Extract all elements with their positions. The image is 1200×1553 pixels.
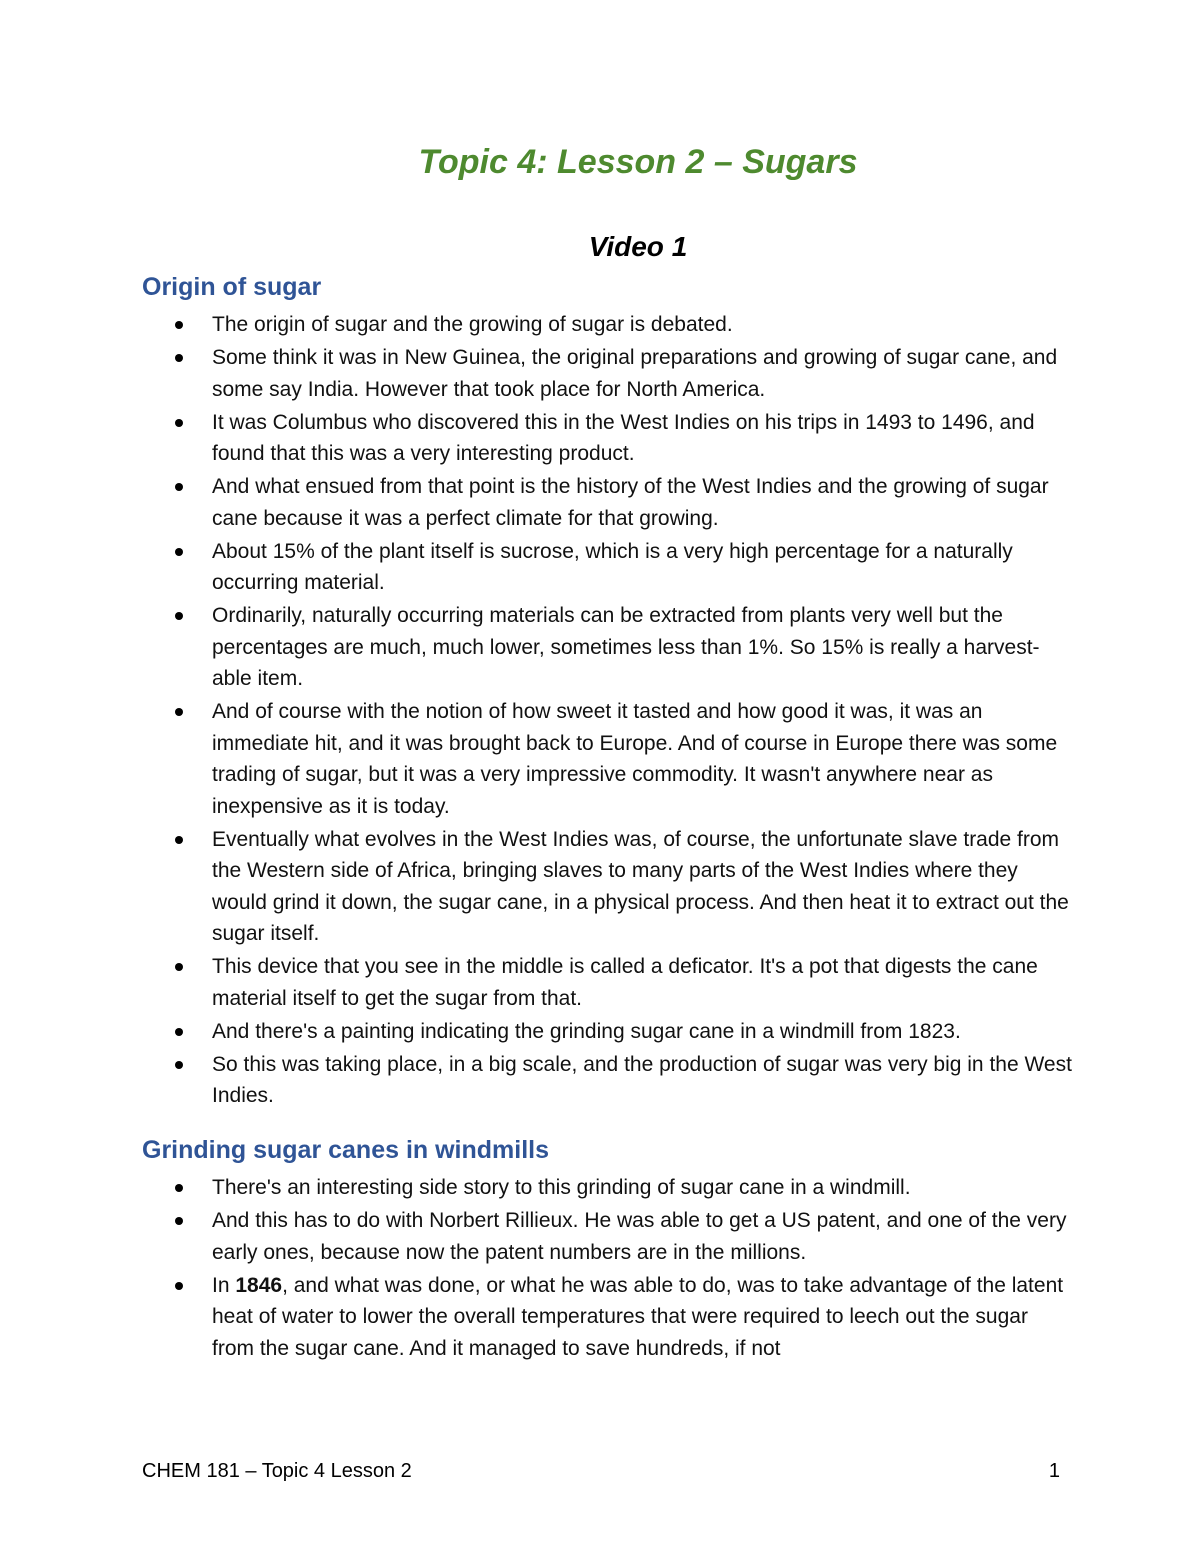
bullet-icon — [175, 1061, 183, 1069]
footer-page-number: 1 — [1048, 1460, 1060, 1482]
list-item: The origin of sugar and the growing of sugar is debated. — [142, 309, 1072, 341]
grinding-sugar-canes-list — [142, 1172, 1072, 1366]
document-title: Topic 4: Lesson 2 – Sugars — [418, 143, 858, 181]
list-item: There's an interesting side story to this grinding of sugar cane in a windmill. — [142, 1172, 1072, 1204]
list-item: Ordinarily, naturally occurring materials can be extracted from plants very well but the percentages are much, much lower, sometimes less than 1%. So 15% is really a harvest-able item. — [142, 600, 1072, 695]
bullet-icon — [175, 321, 183, 329]
list-item: In 1846, and what was done, or what he was able to do, was to take advantage of the latent heat of water to lower the overall temperatures that were required to leech out the sugar from the sugar cane. And it managed to save hundreds, if not — [142, 1270, 1072, 1365]
bullet-icon — [175, 1217, 183, 1225]
list-item: This device that you see in the middle is called a deficator. It's a pot that digests the cane material itself to get the sugar from that. — [142, 951, 1072, 1014]
bullet-icon — [175, 612, 183, 620]
bullet-icon — [175, 836, 183, 844]
list-item: And this has to do with Norbert Rillieux. He was able to get a US patent, and one of the very early ones, because now the patent numbers are in the millions. — [142, 1205, 1072, 1268]
list-item: Some think it was in New Guinea, the original preparations and growing of sugar cane, and some say India. However that took place for North America. — [142, 342, 1072, 405]
footer-course-label: CHEM 181 – Topic 4 Lesson 2 — [142, 1460, 412, 1482]
year-highlight: 1846 — [235, 1273, 283, 1297]
list-item: And what ensued from that point is the history of the West Indies and the growing of sugar cane because it was a perfect climate for that growing. — [142, 471, 1072, 534]
bullet-icon — [175, 548, 183, 556]
bullet-icon — [175, 1282, 183, 1290]
origin-of-sugar-list — [142, 309, 1072, 1113]
bullet-icon — [175, 963, 183, 971]
section-heading-grinding-sugar-canes: Grinding sugar canes in windmills — [142, 1136, 550, 1164]
list-item: About 15% of the plant itself is sucrose, which is a very high percentage for a naturally occurring material. — [142, 536, 1072, 599]
bullet-icon — [175, 1184, 183, 1192]
bullet-icon — [175, 483, 183, 491]
section-heading-origin-of-sugar: Origin of sugar — [142, 273, 322, 301]
bullet-icon — [175, 708, 183, 716]
list-item: So this was taking place, in a big scale, and the production of sugar was very big in the West Indies. — [142, 1049, 1072, 1112]
bullet-icon — [175, 1028, 183, 1036]
list-item: And of course with the notion of how sweet it tasted and how good it was, it was an immediate hit, and it was brought back to Europe. And of course in Europe there was some trading of sugar, but it was a very impressive commodity. It wasn't anywhere near as inexpensive as it is today. — [142, 696, 1072, 822]
bullet-icon — [175, 419, 183, 427]
video-heading: Video 1 — [588, 231, 688, 262]
list-item: Eventually what evolves in the West Indies was, of course, the unfortunate slave trade from the Western side of Africa, bringing slaves to many parts of the West Indies where they would grind it down, the sugar cane, in a physical process. And then heat it to extract out the sugar itself. — [142, 824, 1072, 950]
list-item: And there's a painting indicating the grinding sugar cane in a windmill from 1823. — [142, 1016, 1072, 1048]
list-item: It was Columbus who discovered this in the West Indies on his trips in 1493 to 1496, and found that this was a very interesting product. — [142, 407, 1072, 470]
bullet-icon — [175, 354, 183, 362]
